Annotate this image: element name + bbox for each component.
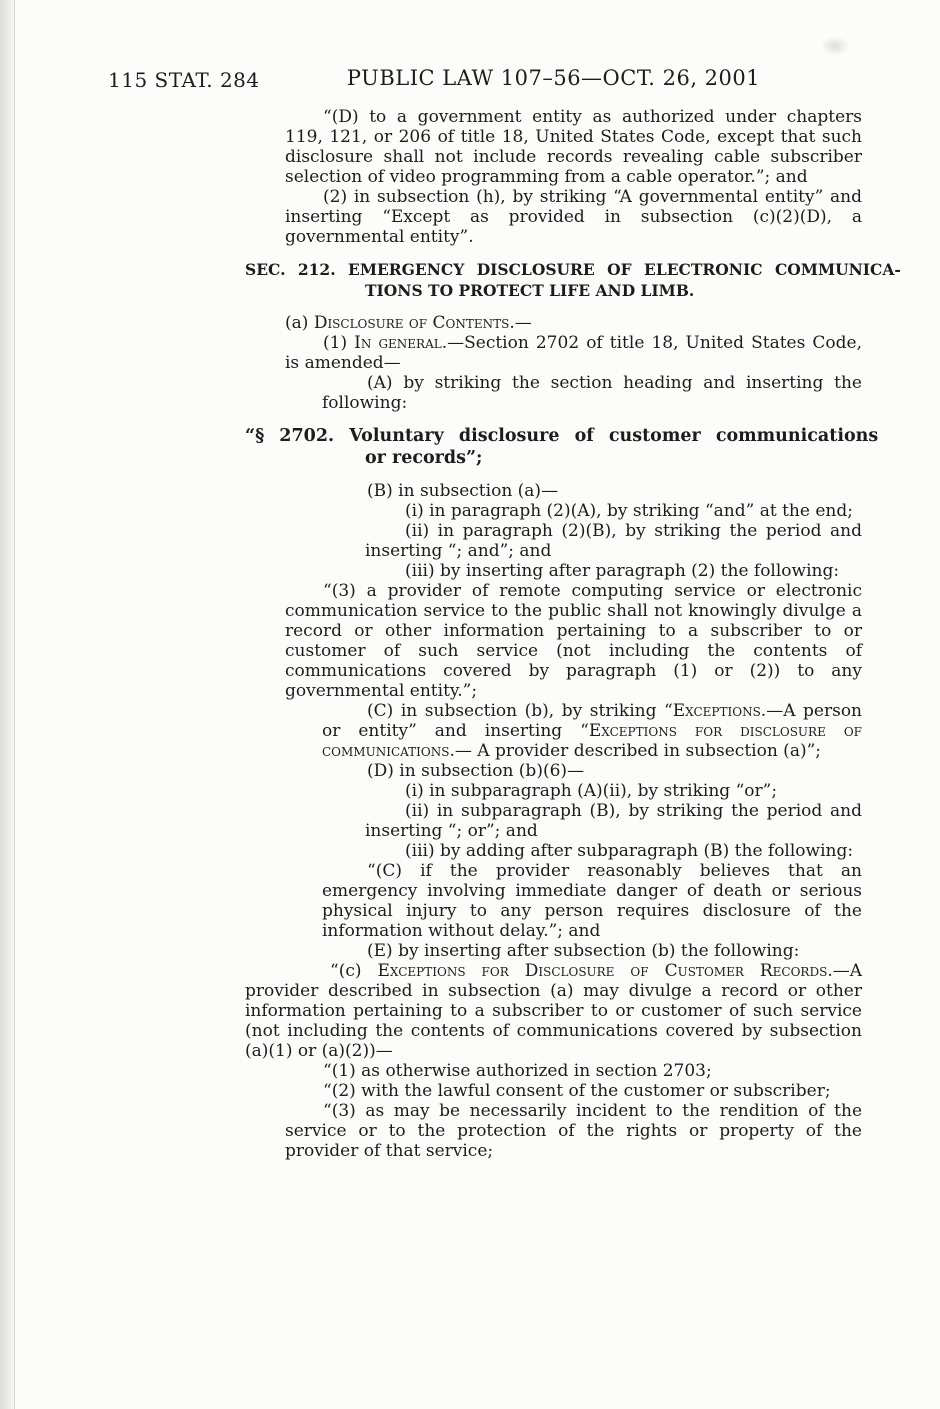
para-D-ii: (ii) in subparagraph (B), by striking the period and inserting “; or”; and <box>365 801 862 841</box>
para-E-inserting: (E) by inserting after subsection (b) the following: <box>367 941 800 961</box>
para-B-i: (i) in paragraph (2)(A), by striking “and” at the end; <box>405 501 853 521</box>
document-body <box>245 107 901 1161</box>
para-D-iii: (iii) by adding after subparagraph (B) the following: <box>405 841 854 861</box>
para-C-subsection-b: (C) in subsection (b), by striking “Exceptions.—A person or entity” and inserting “Exceptions for disclosure of communications.— A provider described in subsection (a)”; <box>322 701 863 761</box>
heading-sec-212-line-1: SEC. 212. EMERGENCY DISCLOSURE OF ELECTRONIC COMMUNICA- <box>245 260 901 279</box>
public-law-title: PUBLIC LAW 107–56—OCT. 26, 2001 <box>346 66 761 90</box>
para-1-in-general: (1) In general.—Section 2702 of title 18, United States Code, is amended— <box>285 333 863 373</box>
para-B-subsection-a: (B) in subsection (a)— <box>367 481 559 501</box>
heading-sec-212 <box>245 259 901 301</box>
para-quoted-c-exceptions: “(c) Exceptions for Disclosure of Customer Records.—A provider described in subsection (a) may divulge a record or other information pertaining to a subscriber to or customer of such service (not including the contents of communications covered by subsection (a)(1) or (a)(2))— <box>245 961 862 1061</box>
para-B-ii: (ii) in paragraph (2)(B), by striking the period and inserting “; and”; and <box>365 521 862 561</box>
para-quoted-2-consent: “(2) with the lawful consent of the customer or subscriber; <box>323 1081 831 1101</box>
heading-section-2702-line-2: or records”; <box>365 448 483 468</box>
para-quoted-3-rendition: “(3) as may be necessarily incident to the rendition of the service or to the protection of the rights or property of the provider of that service; <box>285 1101 862 1161</box>
stat-page-number: 115 STAT. 284 <box>108 68 260 92</box>
scan-edge <box>0 0 15 1409</box>
para-A-strike-heading: (A) by striking the section heading and inserting the following: <box>322 373 862 413</box>
para-a-disclosure-of-contents: (a) Disclosure of Contents.— <box>285 313 532 333</box>
para-D-subsection-b6: (D) in subsection (b)(6)— <box>367 761 585 781</box>
para-2-subsection-h: (2) in subsection (h), by striking “A governmental entity” and inserting “Except as provided in subsection (c)(2)(D), a governmental entity”. <box>285 187 862 247</box>
para-quoted-3-provider: “(3) a provider of remote computing service or electronic communication service to the public shall not knowingly divulge a record or other information pertaining to a subscriber to or customer of such service (not including the contents of communications covered by paragraph (1) or (2)) to any governmental entity.”; <box>285 581 862 701</box>
heading-section-2702 <box>245 425 879 469</box>
para-D-i: (i) in subparagraph (A)(ii), by striking “or”; <box>405 781 778 801</box>
para-quoted-1-authorized: “(1) as otherwise authorized in section 2703; <box>323 1061 712 1081</box>
para-quoted-C-emergency: “(C) if the provider reasonably believes that an emergency involving immediate danger of death or serious physical injury to any person requires disclosure of the information without delay.”; and <box>322 861 862 941</box>
para-d-cable-disclosure: “(D) to a government entity as authorized under chapters 119, 121, or 206 of title 18, United States Code, except that such disclosure shall not include records revealing cable subscriber selection of video programming from a cable operator.”; and <box>285 107 862 187</box>
heading-sec-212-line-2: TIONS TO PROTECT LIFE AND LIMB. <box>365 281 695 300</box>
para-B-iii: (iii) by inserting after paragraph (2) the following: <box>405 561 840 581</box>
heading-section-2702-line-1: “§ 2702. Voluntary disclosure of customer communications <box>245 426 879 446</box>
scan-smudge <box>820 36 850 56</box>
